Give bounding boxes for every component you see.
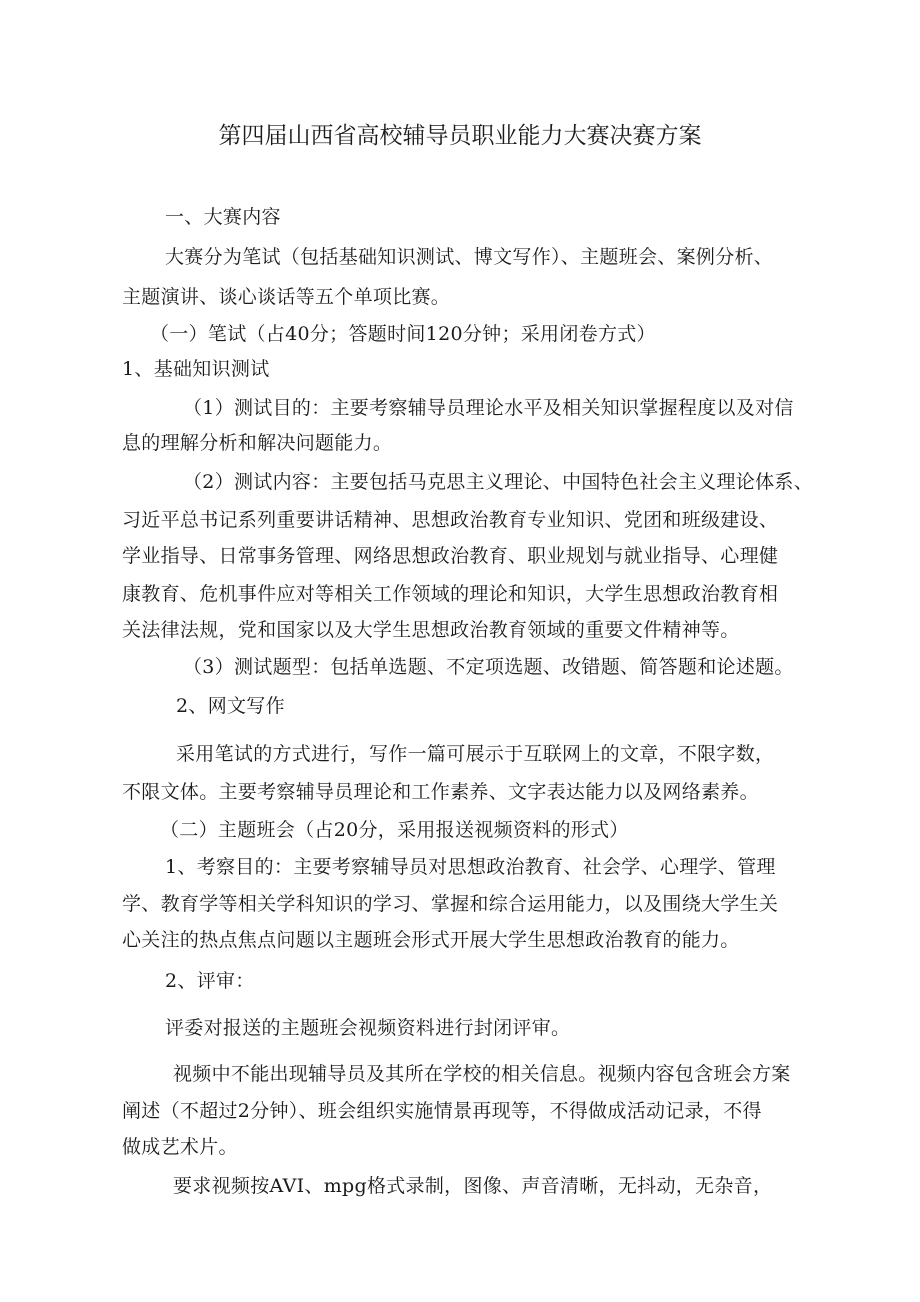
- paragraph-line: 做成艺术片。: [122, 1136, 238, 1158]
- paragraph-line: 不限文体。主要考察辅导员理论和工作素养、文字表达能力以及网络素养。: [122, 781, 759, 803]
- paragraph-line: 视频中不能出现辅导员及其所在学校的相关信息。视频内容包含班会方案: [173, 1063, 791, 1085]
- paragraph-line: 要求视频按AVI、mpg格式录制，图像、声音清晰，无抖动，无杂音，: [173, 1175, 773, 1197]
- paragraph-line: 习近平总书记系列重要讲话精神、思想政治教育专业知识、党团和班级建设、: [122, 509, 779, 531]
- paragraph-line: （3）测试题型：包括单选题、不定项选题、改错题、简答题和论述题。: [183, 656, 794, 678]
- subsection-heading-written-test: （一）笔试（占40分；答题时间120分钟；采用闭卷方式）: [150, 323, 656, 345]
- paragraph-line: 采用笔试的方式进行，写作一篇可展示于互联网上的文章，不限字数，: [176, 743, 775, 765]
- item-heading-web-writing: 2、网文写作: [176, 695, 285, 717]
- document-title: 第四届山西省高校辅导员职业能力大赛决赛方案: [218, 123, 702, 149]
- paragraph-line: （2）测试内容：主要包括马克思主义理论、中国特色社会主义理论体系、: [183, 471, 813, 493]
- item-heading-basic-knowledge: 1、基础知识测试: [122, 358, 270, 380]
- paragraph-line: 康教育、危机事件应对等相关工作领域的理论和知识，大学生思想政治教育相: [122, 583, 779, 605]
- paragraph-line: 关法律法规，党和国家以及大学生思想政治教育领域的重要文件精神等。: [122, 619, 740, 641]
- paragraph-line: 1、考察目的：主要考察辅导员对思想政治教育、社会学、心理学、管理: [165, 856, 776, 878]
- subsection-heading-theme-class-meeting: （二）主题班会（占20分，采用报送视频资料的形式）: [160, 819, 629, 841]
- item-heading-review: 2、评审：: [165, 970, 255, 992]
- paragraph-line: 心关注的热点焦点问题以主题班会形式开展大学生思想政治教育的能力。: [122, 929, 740, 951]
- paragraph-line: 阐述（不超过2分钟）、班会组织实施情景再现等，不得做成活动记录，不得: [122, 1100, 762, 1122]
- paragraph-line: 主题演讲、谈心谈话等五个单项比赛。: [122, 286, 451, 308]
- paragraph-line: 评委对报送的主题班会视频资料进行封闭评审。: [165, 1017, 571, 1039]
- section-heading-contest-content: 一、大赛内容: [165, 206, 281, 228]
- paragraph-line: 大赛分为笔试（包括基础知识测试、博文写作）、主题班会、案例分析、: [165, 246, 774, 268]
- paragraph-line: （1）测试目的：主要考察辅导员理论水平及相关知识掌握程度以及对信: [183, 397, 794, 419]
- paragraph-line: 息的理解分析和解决问题能力。: [122, 432, 393, 454]
- paragraph-line: 学、教育学等相关学科知识的学习、掌握和综合运用能力，以及围绕大学生关: [122, 893, 779, 915]
- paragraph-line: 学业指导、日常事务管理、网络思想政治教育、职业规划与就业指导、心理健: [122, 545, 779, 567]
